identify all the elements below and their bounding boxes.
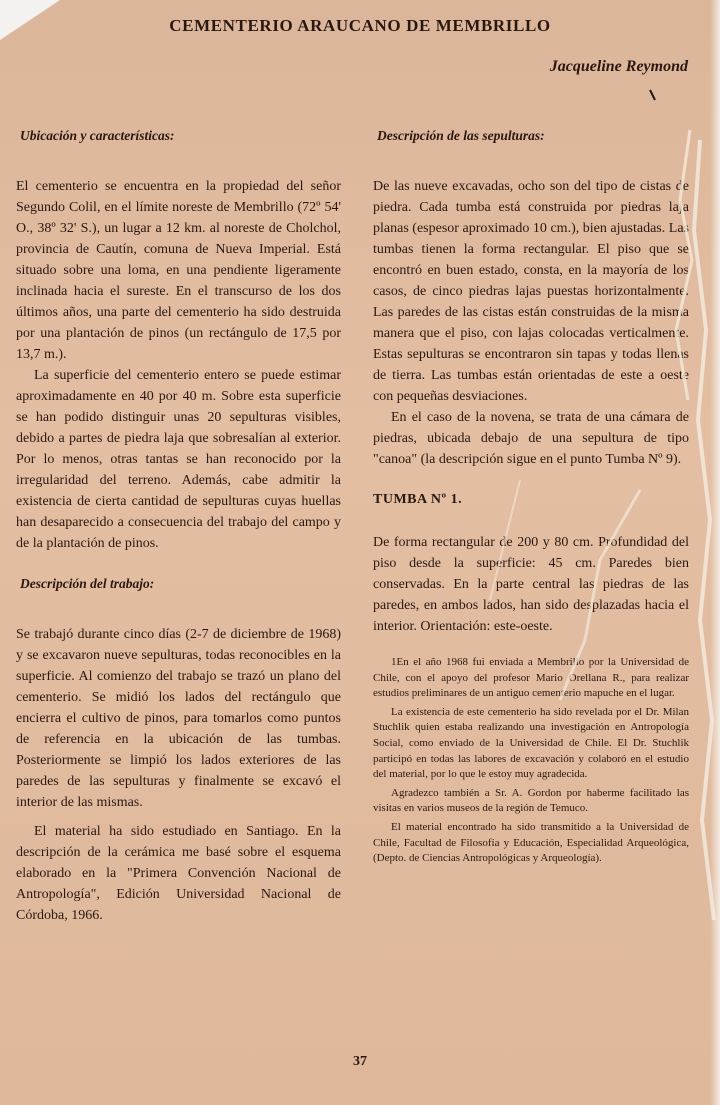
paragraph-ubicacion-2: La superficie del cementerio entero se puede estimar aproximadamente en 40 por 40 m. Sobre esta superficie se han podido distinguir unas 20 sepulturas visibles, debido a partes de piedra laja que sobresalían al exterior. Por lo menos, otras tantas se han reconocido por la irregularidad del terreno. Además, cabe admitir la existencia de cierta cantidad de sepulturas cuyas huellas han desaparecido a consecuencia del trabajo del campo y de la plantación de pinos. xyxy=(16,368,341,551)
paragraph-tumba-1: De forma rectangular de 200 y 80 cm. Profundidad del piso desde la superficie: 45 cm. Paredes bien conservadas. En la parte central las piedras de las paredes, en ambos lados, han sido desplazadas hacia el interior. Orientación: este-oeste. xyxy=(373,535,689,634)
paragraph-trabajo-1: Se trabajó durante cinco días (2-7 de diciembre de 1968) y se excavaron nueve sepulturas, todas reconocibles en la superficie. Al comienzo del trabajo se trazó un plano del cementerio. Se midió los lados del rectángulo que encierra el cultivo de pinos, para tomarlos como puntos de referencia en la ubicación de las tumbas. Posteriormente se limpió los lados exteriores de las paredes de las sepulturas y finalmente se excavó el interior de las mismas. xyxy=(16,627,341,810)
paragraph-sepulturas-2: En el caso de la novena, se trata de una cámara de piedras, ubicada debajo de una sepultura de tipo "canoa" (la descripción sigue en el punto Tumba Nº 9). xyxy=(373,410,689,467)
article-title: CEMENTERIO ARAUCANO DE MEMBRILLO xyxy=(169,16,551,35)
right-column xyxy=(373,128,689,870)
section-heading-sepulturas: Descripción de las sepulturas: xyxy=(377,128,545,143)
paragraph-sepulturas-1: De las nueve excavadas, ocho son del tipo de cistas de piedra. Cada tumba está construida por piedras laja planas (espesor aproximado 10 cm.), bien ajustadas. Las tumbas tienen la forma rectangular. El piso que se encontró en buen estado, consta, en la mayoría de los casos, de cinco piedras lajas puestas horizontalmente. Las paredes de las cistas están construidas de la misma manera que el piso, con lajas colocadas verticalmente. Estas sepulturas se encontraron sin tapas y todas llenas de tierra. Las tumbas están orientadas de este a oeste con pequeñas desviaciones. xyxy=(373,179,689,404)
article-author: Jacqueline Reymond xyxy=(549,58,688,75)
footnotes xyxy=(373,655,689,867)
page-number: 37 xyxy=(353,1054,367,1069)
section-heading-tumba-1: TUMBA Nº 1. xyxy=(373,492,463,507)
footnote-1: 1En el año 1968 fui enviada a Membrillo por la Universidad de Chile, con el apoyo del profesor Mario Orellana R., para realizar estudios preliminares de un antiguo cementerio mapuche en el lugar. xyxy=(373,656,689,700)
left-column xyxy=(16,128,341,926)
paragraph-ubicacion-1: El cementerio se encuentra en la propiedad del señor Segundo Colil, en el límite noreste de Membrillo (72º 54' O., 38º 32' S.), un lugar a 12 km. al noreste de Cholchol, provincia de Cautín, comuna de Nueva Imperial. Está situado sobre una loma, en una pendiente ligeramente inclinada hacia el sureste. En el transcurso de los dos últimos años, una parte del cementerio ha sido destruida por una plantación de pinos (un rectángulo de 17,5 por 13,7 m.). xyxy=(16,179,341,362)
footnote-2: La existencia de este cementerio ha sido revelada por el Dr. Milan Stuchlik quien estaba realizando una investigación en Antropología Social, como enviado de la Universidad de Chile. El Dr. Stuchlik participó en todas las labores de excavación y colaboró en el estudio del material, por lo que le estoy muy agradecida. xyxy=(373,705,689,781)
section-heading-ubicacion: Ubicación y características: xyxy=(20,128,175,143)
paragraph-trabajo-2: El material ha sido estudiado en Santiago. En la descripción de la cerámica me basé sobre el esquema elaborado en la "Primera Convención Nacional de Antropología", Edición Universidad Nacional de Córdoba, 1966. xyxy=(16,824,341,923)
footnote-4: El material encontrado ha sido transmitido a la Universidad de Chile, Facultad de Filosofía y Educación, Especialidad Arqueológica, (Depto. de Ciencias Antropológicas y Arqueología). xyxy=(373,820,689,865)
footnote-3: Agradezco también a Sr. A. Gordon por haberme facilitado las visitas en varios museos de la región de Temuco. xyxy=(373,786,689,815)
paper-edge xyxy=(710,0,720,1105)
section-heading-trabajo: Descripción del trabajo: xyxy=(20,576,155,591)
